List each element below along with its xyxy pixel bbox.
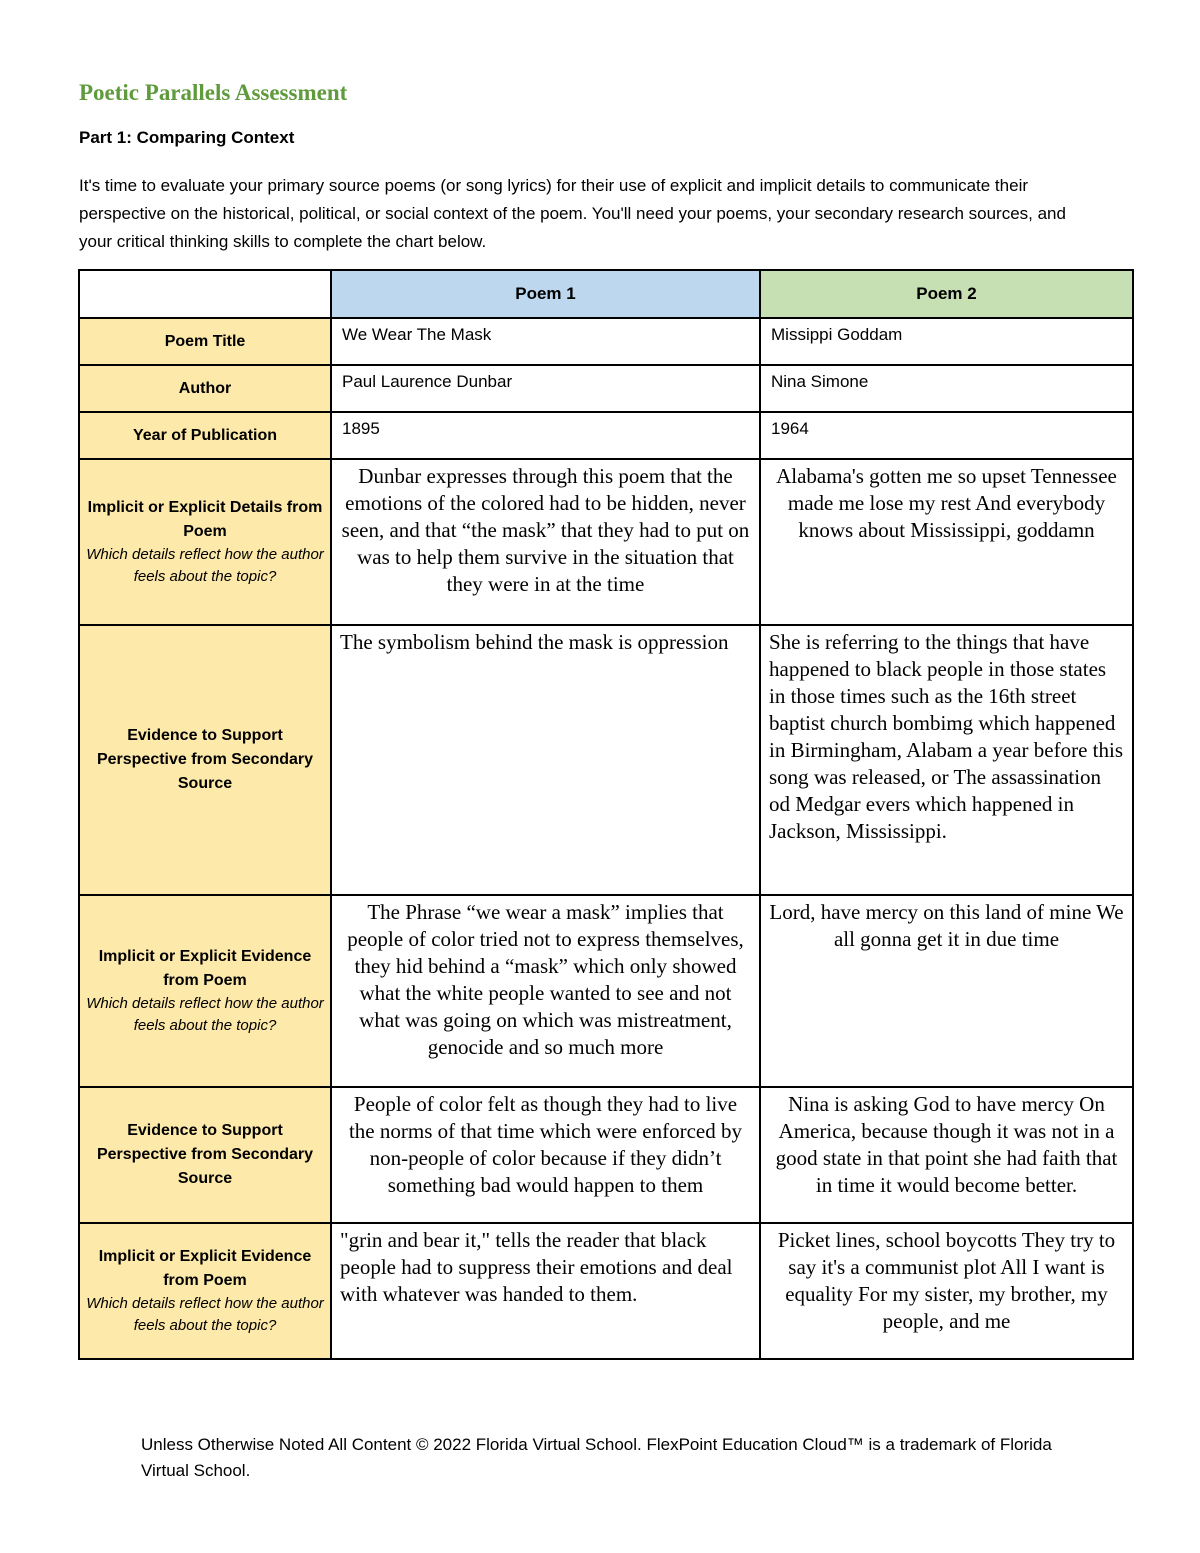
poem-2-cell <box>760 412 1133 459</box>
row-label-cell <box>79 459 331 625</box>
row-label-cell <box>79 895 331 1087</box>
header-poem-2-label: Poem 2 <box>916 284 977 303</box>
poem-1-cell <box>331 318 760 365</box>
poem-2-cell <box>760 318 1133 365</box>
row-sublabel: Which details reflect how the author feels about the topic? <box>86 995 324 1034</box>
poem-2-secondary-evidence: She is referring to the things that have happened to black people in those states in those times such as the 16th street baptist church bombimg which happened in Birmingham, Alabam a year before this song was released, or The assassination od Medgar evers which happened in Jackson, Mississippi. <box>769 630 1123 843</box>
poem-1-title: We Wear The Mask <box>342 325 492 344</box>
poem-1-cell <box>331 1223 760 1359</box>
poem-2-details: Alabama's gotten me so upset Tennessee made me lose my rest And everybody knows about Mississippi, goddamn <box>776 464 1117 542</box>
poem-1-evidence: "grin and bear it," tells the reader that black people had to suppress their emotions and deal with whatever was handed to them. <box>340 1228 733 1306</box>
poem-2-title: Missippi Goddam <box>771 325 903 344</box>
page-title: Poetic Parallels Assessment <box>79 80 348 105</box>
poem-2-cell <box>760 1087 1133 1223</box>
poem-2-year: 1964 <box>771 419 809 438</box>
row-label-cell <box>79 318 331 365</box>
row-label: Evidence to Support Perspective from Secondary Source <box>96 727 314 792</box>
row-sublabel: Which details reflect how the author feels about the topic? <box>86 546 324 585</box>
intro-paragraph: It's time to evaluate your primary source poems (or song lyrics) for their use of explicit and implicit details to communicate their perspective on the historical, political, or social context of the poem. You'll need your poems, your secondary research sources, and your critical thinking skills to complete the chart below. <box>79 176 1066 251</box>
poem-2-cell <box>760 365 1133 412</box>
row-label: Year of Publication <box>132 426 278 444</box>
table-row-details <box>79 459 1133 625</box>
table-row-evidence-2 <box>79 1223 1133 1359</box>
row-label: Implicit or Explicit Evidence from Poem <box>98 948 312 989</box>
poem-1-cell <box>331 1087 760 1223</box>
row-label-cell <box>79 412 331 459</box>
poem-2-secondary-evidence: Nina is asking God to have mercy On America, because though it was not in a good state in that point she had faith that in time it would become better. <box>775 1092 1118 1197</box>
part-heading: Part 1: Comparing Context <box>79 128 295 147</box>
poem-1-author: Paul Laurence Dunbar <box>342 372 513 391</box>
poem-1-cell <box>331 412 760 459</box>
poem-1-cell <box>331 895 760 1087</box>
row-label: Implicit or Explicit Evidence from Poem <box>98 1248 312 1289</box>
poem-1-cell <box>331 365 760 412</box>
poem-2-author: Nina Simone <box>771 372 869 391</box>
poem-1-secondary-evidence: People of color felt as though they had to live the norms of that time which were enforced by non-people of color because if they didn’t something bad would happen to them <box>348 1092 743 1197</box>
table-row-secondary-evidence-2 <box>79 1087 1133 1223</box>
row-label-cell <box>79 365 331 412</box>
header-row <box>79 270 1133 318</box>
row-sublabel: Which details reflect how the author feels about the topic? <box>86 1295 324 1334</box>
row-label-cell <box>79 1087 331 1223</box>
row-label-cell <box>79 625 331 895</box>
row-label: Poem Title <box>164 332 246 350</box>
poem-2-cell <box>760 625 1133 895</box>
row-label: Evidence to Support Perspective from Secondary Source <box>96 1122 314 1187</box>
row-label: Author <box>178 379 232 397</box>
poem-1-cell <box>331 459 760 625</box>
copyright-footer: Unless Otherwise Noted All Content © 2022 Florida Virtual School. FlexPoint Education Cloud™ is a trademark of Florida Virtual School. <box>141 1435 1052 1480</box>
poem-2-cell <box>760 895 1133 1087</box>
header-poem-2 <box>760 270 1133 318</box>
poem-2-cell <box>760 459 1133 625</box>
row-label-cell <box>79 1223 331 1359</box>
header-poem-1 <box>331 270 760 318</box>
table-row-poem-title <box>79 318 1133 365</box>
table-row-secondary-evidence <box>79 625 1133 895</box>
table-row-evidence <box>79 895 1133 1087</box>
row-label: Implicit or Explicit Details from Poem <box>87 499 323 540</box>
poem-1-cell <box>331 625 760 895</box>
poem-2-cell <box>760 1223 1133 1359</box>
poem-1-details: Dunbar expresses through this poem that the emotions of the colored had to be hidden, never seen, and that “the mask” that they had to put on was to help them survive in the situation that they were in at the time <box>341 464 750 596</box>
poem-1-secondary-evidence: The symbolism behind the mask is oppression <box>340 630 729 654</box>
header-poem-1-label: Poem 1 <box>515 284 576 303</box>
poem-2-evidence: Picket lines, school boycotts They try to say it's a communist plot All I want is equality For my sister, my brother, my people, and me <box>777 1228 1116 1333</box>
poem-2-evidence: Lord, have mercy on this land of mine We all gonna get it in due time <box>769 900 1124 951</box>
table-row-year <box>79 412 1133 459</box>
table-row-author <box>79 365 1133 412</box>
header-blank-cell <box>79 270 331 318</box>
comparison-chart <box>78 269 1134 1360</box>
poem-1-evidence: The Phrase “we wear a mask” implies that people of color tried not to express themselves, they hid behind a “mask” which only showed what the white people wanted to see and not what was going on which was mistreatment, genocide and so much more <box>347 900 744 1059</box>
poem-1-year: 1895 <box>342 419 380 438</box>
